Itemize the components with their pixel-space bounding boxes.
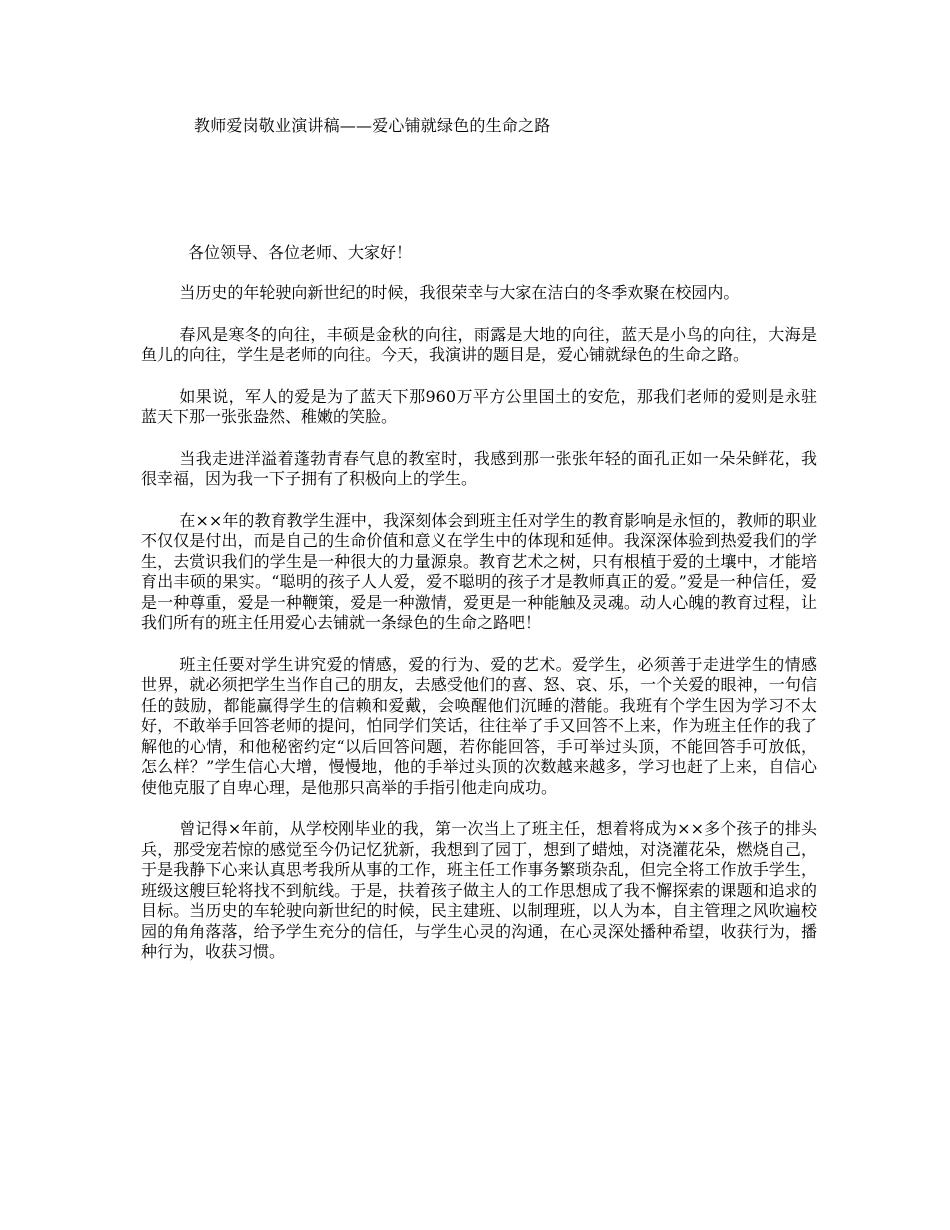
greeting-line: 各位领导、各位老师、大家好！: [188, 243, 413, 262]
paragraph: 当我走进洋溢着蓬勃青春气息的教室时，我感到那一张张年轻的面孔正如一朵朵鲜花，我很幸福，因为我一下子拥有了积极向上的学生。: [141, 448, 817, 488]
paragraph: 春风是寒冬的向往，丰硕是金秋的向往，雨露是大地的向往，蓝天是小鸟的向往，大海是鱼儿的向往，学生是老师的向往。今天，我演讲的题目是，爱心铺就绿色的生命之路。: [141, 324, 817, 364]
paragraph: 曾记得×年前，从学校刚毕业的我，第一次当上了班主任，想着将成为××多个孩子的排头兵，那受宠若惊的感觉至今仍记忆犹新，我想到了园丁，想到了蜡烛，对浇灌花朵，燃烧自己，于是我静下心来认真思考我所从事的工作，班主任工作事务繁琐杂乱，但完全将工作放手学生，班级这艘巨轮将找不到航线。于是，扶着孩子做主人的工作思想成了我不懈探索的课题和追求的目标。当历史的车轮驶向新世纪的时候，民主建班、以制理班，以人为本，自主管理之风吹遍校园的角角落落，给予学生充分的信任，与学生心灵的沟通，在心灵深处播种希望，收获行为，播种行为，收获习惯。: [141, 819, 817, 961]
paragraph: 如果说，军人的爱是为了蓝天下那960万平方公里国土的安危，那我们老师的爱则是永驻蓝天下那一张张盎然、稚嫩的笑脸。: [141, 386, 817, 426]
paragraph: 班主任要对学生讲究爱的情感，爱的行为、爱的艺术。爱学生，必须善于走进学生的情感世界，就必须把学生当作自己的朋友，去感受他们的喜、怒、哀、乐，一个关爱的眼神，一句信任的鼓励，都能赢得学生的信赖和爱戴，会唤醒他们沉睡的潜能。我班有个学生因为学习不太好，不敢举手回答老师的提问，怕同学们笑话，往往举了手又回答不上来，作为班主任作的我了解他的心情，和他秘密约定“以后回答问题，若你能回答，手可举过头顶，不能回答手可放低，怎么样？”学生信心大增，慢慢地，他的手举过头顶的次数越来越多，学习也赶了上来，自信心使他克服了自卑心理，是他那只高举的手指引他走向成功。: [141, 654, 817, 797]
document-title: 教师爱岗敬业演讲稿——爱心铺就绿色的生命之路: [194, 116, 551, 135]
document-body: [141, 283, 817, 984]
paragraph: 当历史的年轮驶向新世纪的时候，我很荣幸与大家在洁白的冬季欢聚在校园内。: [179, 283, 740, 302]
paragraph: 在××年的教育教学生涯中，我深刻体会到班主任对学生的教育影响是永恒的，教师的职业不仅仅是付出，而是自己的生命价值和意义在学生中的体现和延伸。我深深体验到热爱我们的学生，去赏识我们的学生是一种很大的力量源泉。教育艺术之树，只有根植于爱的土壤中，才能培育出丰硕的果实。“聪明的孩子人人爱，爱不聪明的孩子才是教师真正的爱。”爱是一种信任，爱是一种尊重，爱是一种鞭策，爱是一种激情，爱更是一种能触及灵魂。动人心魄的教育过程，让我们所有的班主任用爱心去铺就一条绿色的生命之路吧！: [141, 510, 817, 632]
